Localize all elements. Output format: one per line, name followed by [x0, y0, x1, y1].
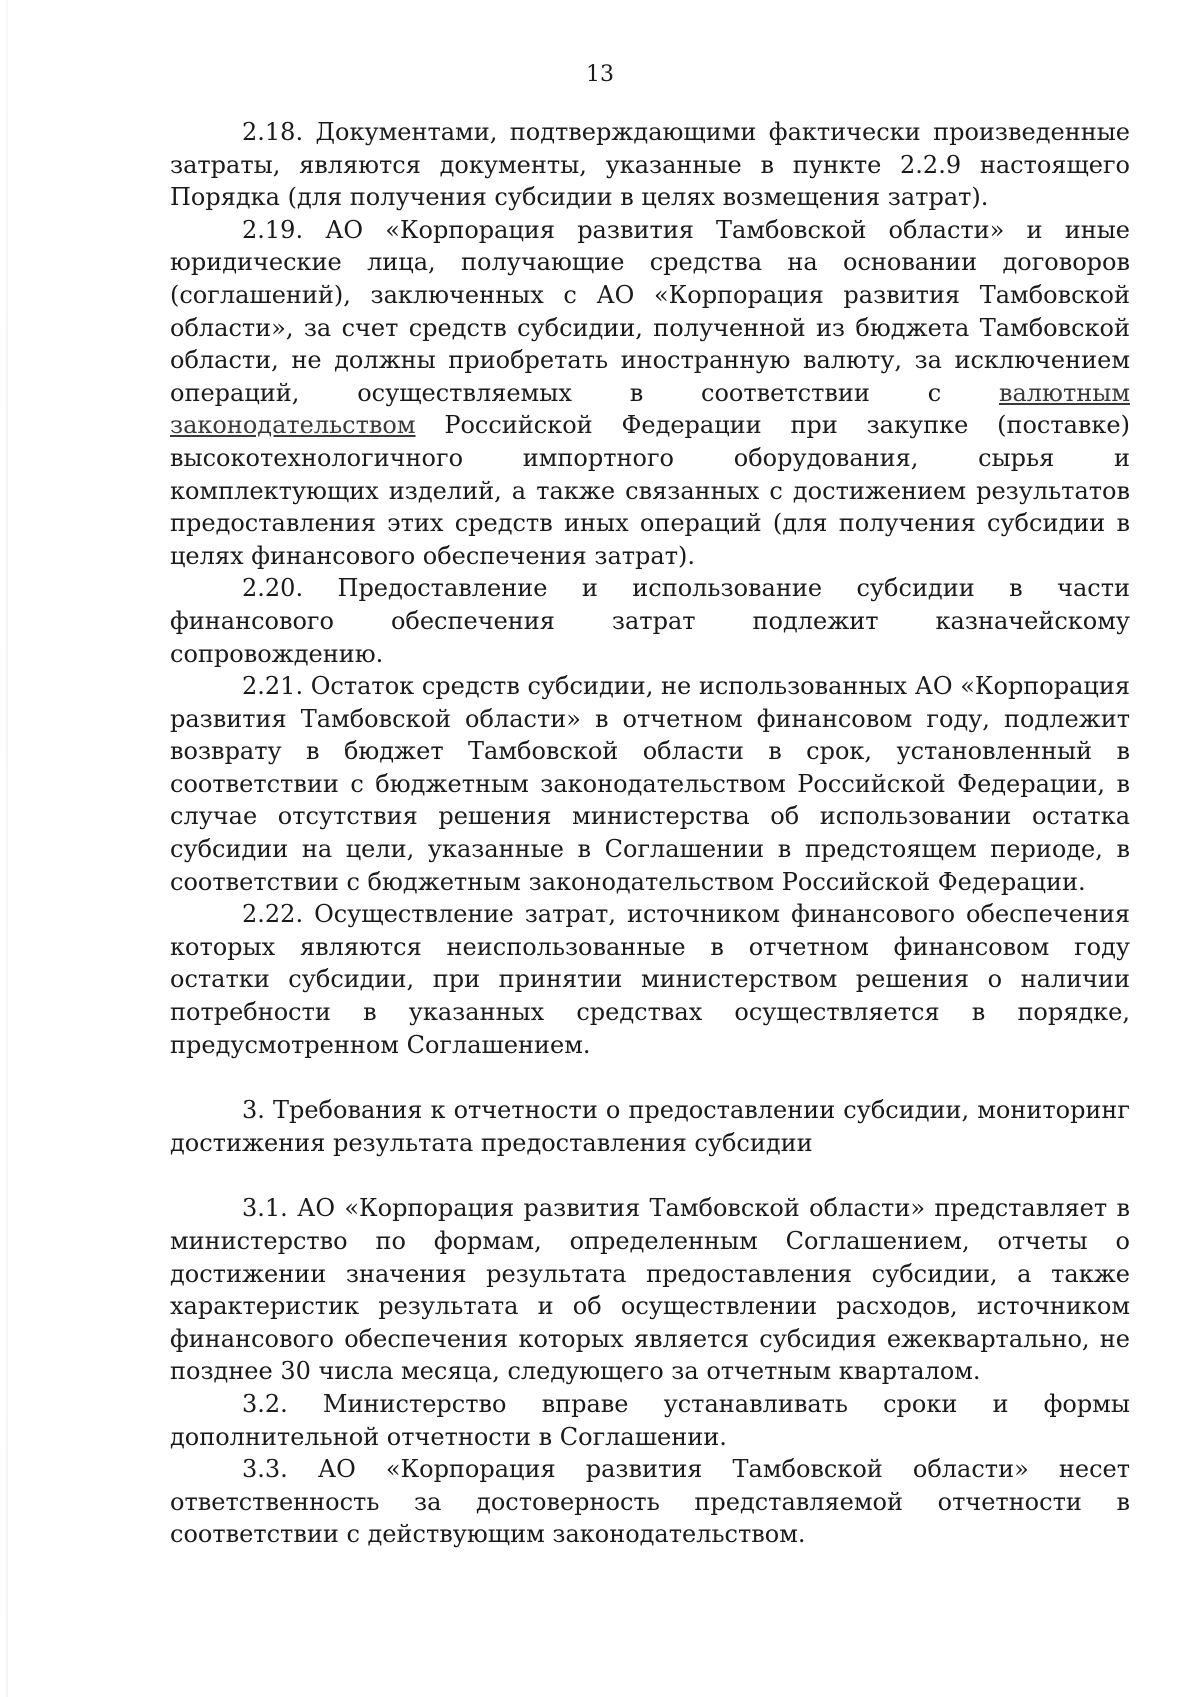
- paragraph-2-19-text-end: Российской Федерации при закупке (поставке) высокотехнологичного импортного оборудования, сырья и комплектующих изделий, а также связанных с достижением результатов предоставления этих средств иных операций (для получения субсидии в целях финансового обеспечения затрат).: [170, 411, 1130, 570]
- page-number: 13: [586, 62, 614, 87]
- paragraph-2-22: 2.22. Осуществление затрат, источником финансового обеспечения которых являются неиспользованные в отчетном финансовом году остатки субсидии, при принятии министерством решения о наличии потребности в указанных средствах осуществляется в порядке, предусмотренном Соглашением.: [170, 900, 1130, 1059]
- paragraph-3-3: 3.3. АО «Корпорация развития Тамбовской области» несет ответственность за достоверность представляемой отчетности в соответствии с действующим законодательством.: [170, 1455, 1130, 1549]
- section-3-heading: 3. Требования к отчетности о предоставлении субсидии, мониторинг достижения результата предоставления субсидии: [170, 1096, 1130, 1157]
- paragraph-2-21: 2.21. Остаток средств субсидии, не использованных АО «Корпорация развития Тамбовской области» в отчетном финансовом году, подлежит возврату в бюджет Тамбовской области в срок, установленный в соответствии с бюджетным законодательством Российской Федерации, в случае отсутствия решения министерства об использовании остатка субсидии на цели, указанные в Соглашении в предстоящем периоде, в соответствии с бюджетным законодательством Российской Федерации.: [170, 672, 1130, 896]
- section-gap: [170, 1159, 1130, 1192]
- scan-edge-artifact: [6, 0, 8, 1697]
- paragraph-3-2: 3.2. Министерство вправе устанавливать сроки и формы дополнительной отчетности в Соглашении.: [170, 1389, 1130, 1451]
- paragraph-3-1: 3.1. АО «Корпорация развития Тамбовской области» представляет в министерство по формам, определенным Соглашением, отчеты о достижении значения результата предоставления субсидии, а также характеристик результата и об осуществлении расходов, источником финансового обеспечения которых является субсидия ежеквартально, не позднее 30 числа месяца, следующего за отчетным кварталом.: [170, 1194, 1130, 1386]
- paragraph-2-20: 2.20. Предоставление и использование субсидии в части финансового обеспечения затрат подлежит казначейскому сопровождению.: [170, 574, 1130, 668]
- paragraph-2-19: [170, 214, 1130, 573]
- currency-legislation-link[interactable]: валютным законодательством: [170, 378, 1130, 440]
- section-gap: [170, 1061, 1130, 1094]
- paragraph-2-19-text-start: 2.19. АО «Корпорация развития Тамбовской области» и иные юридические лица, получающие средства на основании договоров (соглашений), заключенных с АО «Корпорация развития Тамбовской области», за счет средств субсидии, полученной из бюджета Тамбовской области, не должны приобретать иностранную валюту, за исключением операций, осуществляемых в соответствии с: [170, 215, 1130, 407]
- document-body: [170, 116, 1130, 1551]
- paragraph-2-18: 2.18. Документами, подтверждающими фактически произведенные затраты, являются документы, указанные в пункте 2.2.9 настоящего Порядка (для получения субсидии в целях возмещения затрат).: [170, 118, 1130, 212]
